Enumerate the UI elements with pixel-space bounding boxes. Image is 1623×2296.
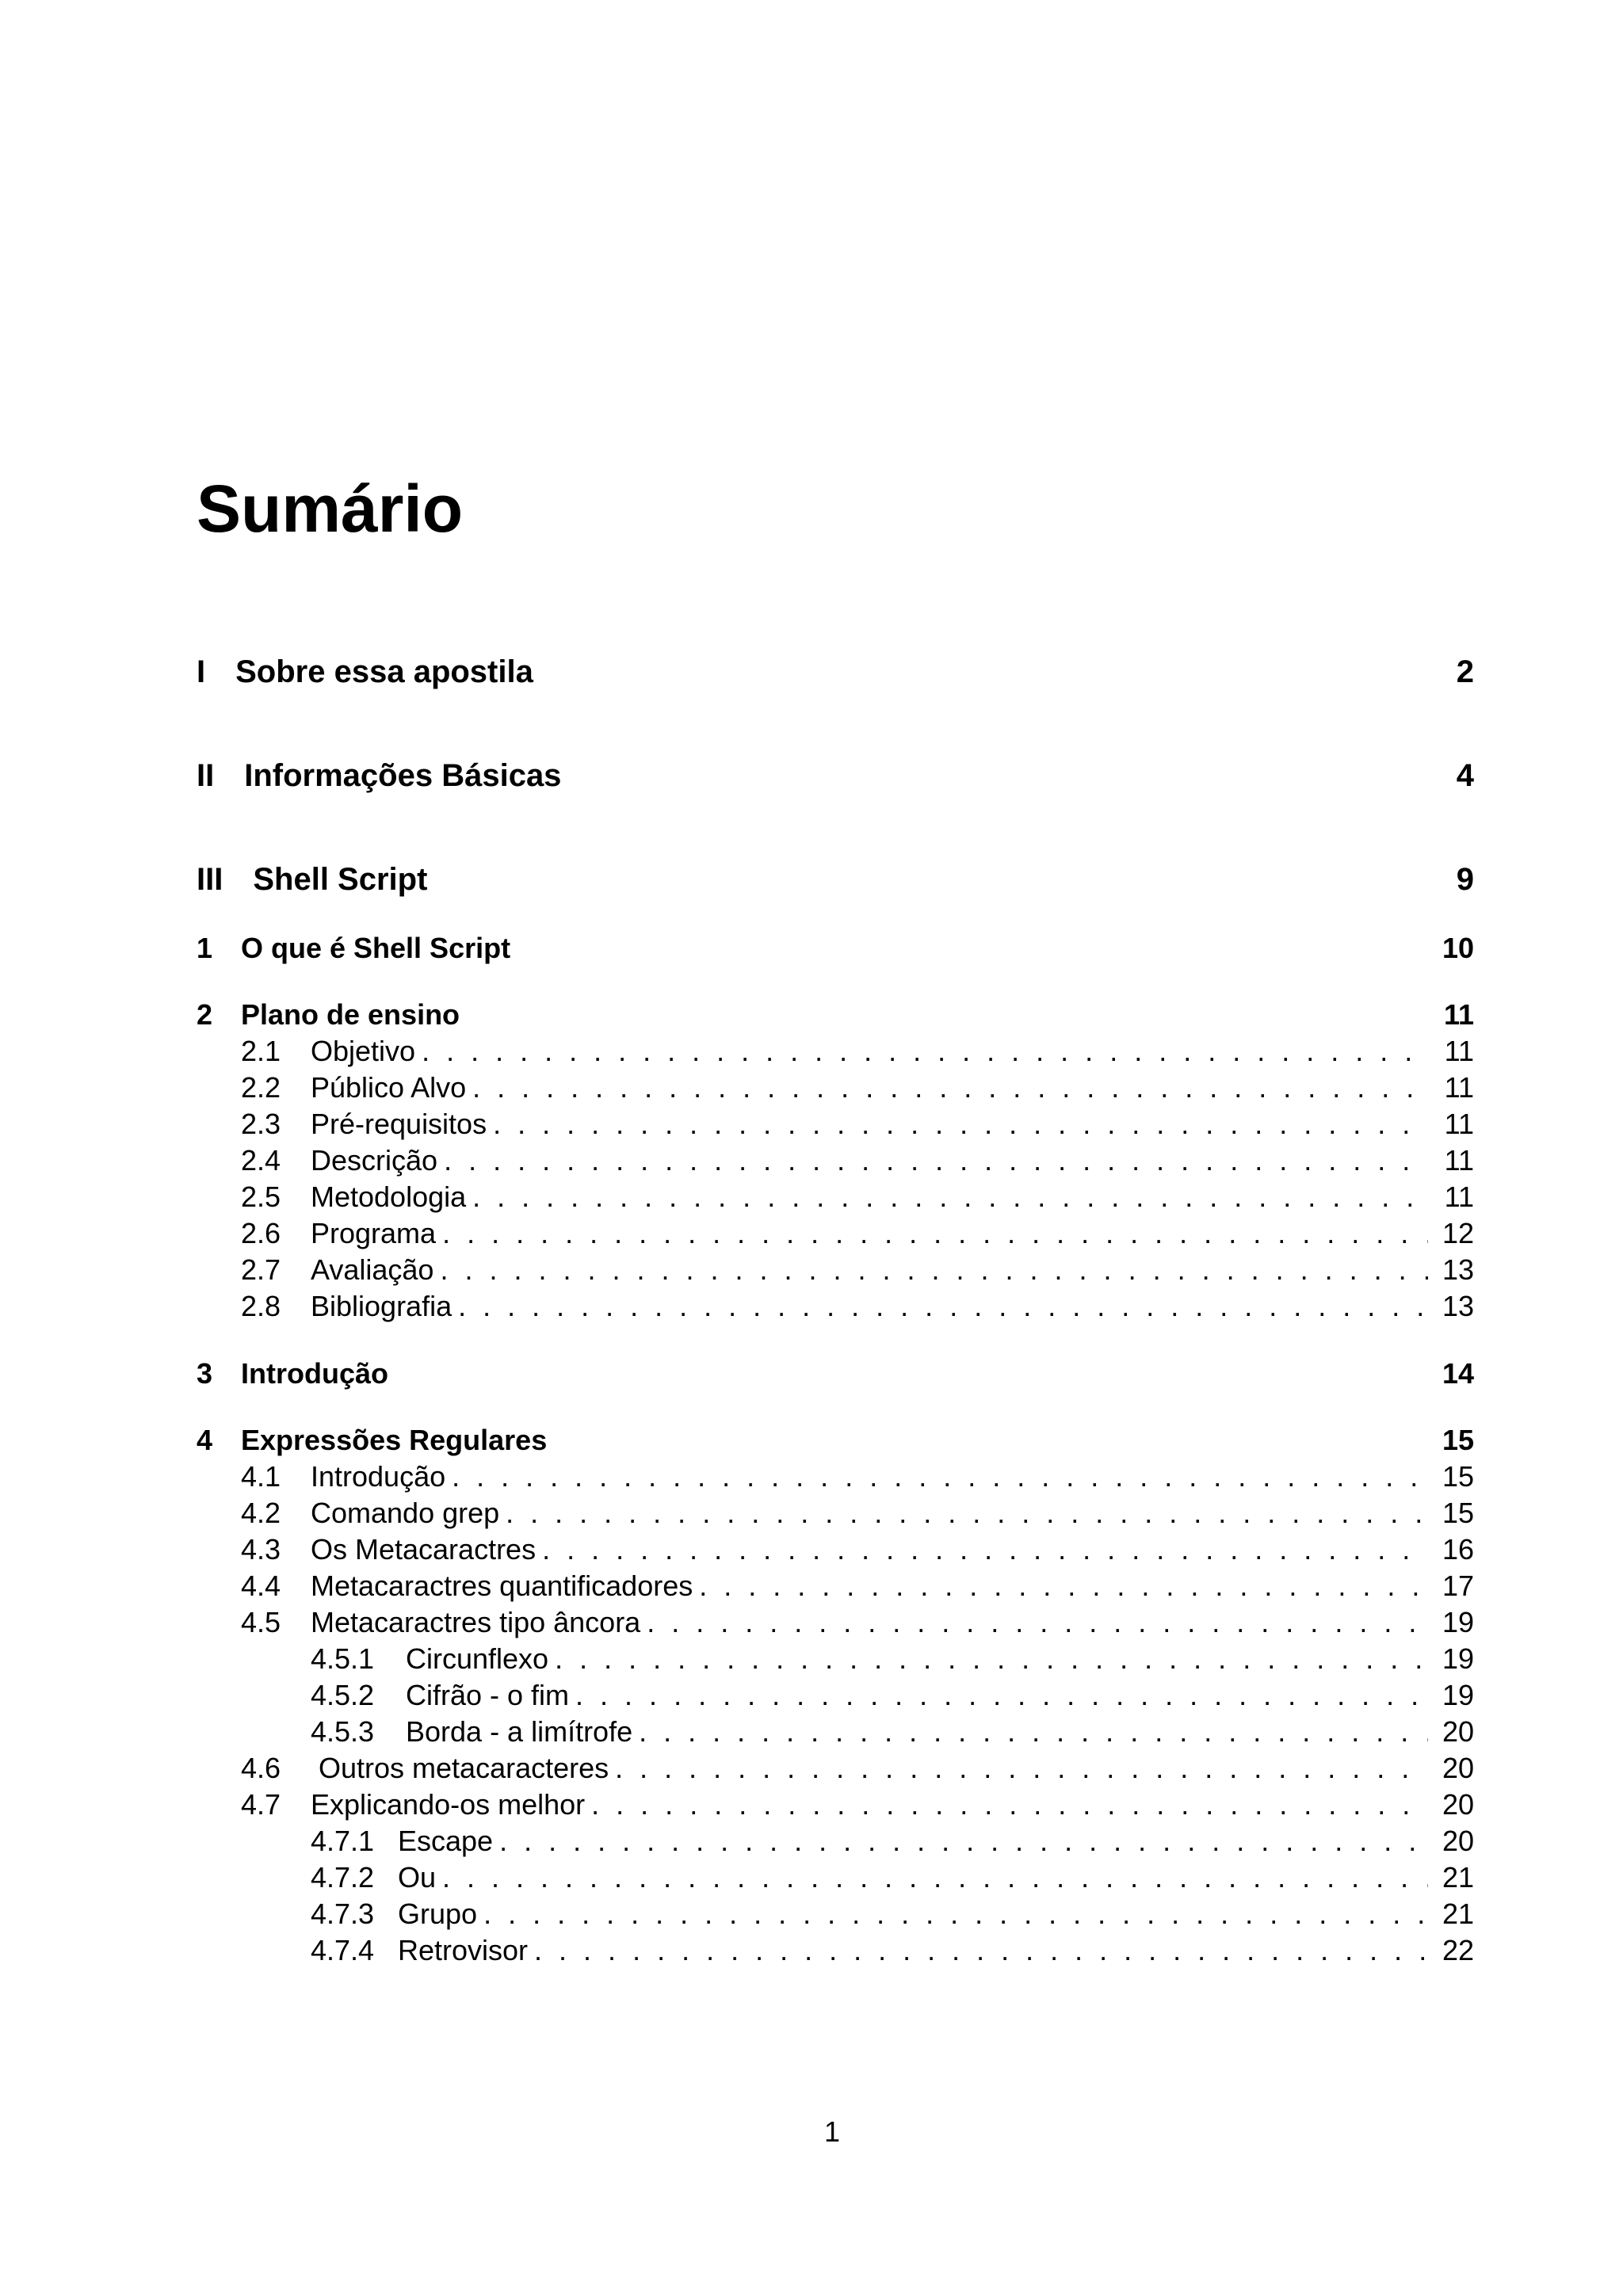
section-title: Descrição: [311, 1144, 438, 1177]
dot-leader: [452, 1460, 1428, 1493]
subsection-number: 4.7.4: [311, 1934, 375, 1966]
dot-leader: [555, 1642, 1428, 1676]
toc-section[interactable]: [197, 1460, 1474, 1493]
toc-subsection[interactable]: [197, 1715, 1474, 1749]
part-title: Informações Básicas: [244, 758, 562, 793]
toc-section[interactable]: [197, 1035, 1474, 1068]
section-title: Metacaractres tipo âncora: [311, 1606, 641, 1638]
section-number: 4.4: [241, 1569, 281, 1602]
subsection-page: 20: [1442, 1715, 1474, 1748]
dot-leader: [615, 1752, 1428, 1785]
toc-chapter-2[interactable]: [197, 998, 1474, 1032]
section-page: 19: [1442, 1606, 1474, 1638]
dot-leader: [493, 1108, 1428, 1141]
toc-section[interactable]: [197, 1217, 1474, 1250]
subsection-page: 22: [1442, 1934, 1474, 1966]
section-number: 4.7: [241, 1788, 281, 1821]
subsection-title: Borda - a limítrofe: [406, 1715, 633, 1748]
section-title: Metodologia: [311, 1180, 467, 1213]
chapter-number: 3: [197, 1357, 213, 1390]
section-number: 2.3: [241, 1108, 281, 1140]
toc-section[interactable]: [197, 1144, 1474, 1177]
toc-subsection[interactable]: [197, 1897, 1474, 1931]
toc-subsection[interactable]: [197, 1679, 1474, 1712]
part-title: Sobre essa apostila: [235, 654, 533, 689]
chapter-page: 10: [1442, 932, 1474, 964]
toc-subsection[interactable]: [197, 1934, 1474, 1967]
subsection-page: 19: [1442, 1642, 1474, 1675]
section-page: 11: [1444, 1108, 1474, 1140]
subsection-page: 19: [1442, 1679, 1474, 1711]
section-number: 2.5: [241, 1180, 281, 1213]
toc-chapter-1[interactable]: [197, 932, 1474, 965]
chapter-page: 14: [1442, 1357, 1474, 1390]
section-page: 20: [1442, 1788, 1474, 1821]
toc-section[interactable]: [197, 1533, 1474, 1566]
toc-subsection[interactable]: [197, 1642, 1474, 1676]
chapter-title: O que é Shell Script: [241, 932, 511, 964]
section-title: Objetivo: [311, 1035, 416, 1067]
section-page: 20: [1442, 1752, 1474, 1784]
dot-leader: [534, 1934, 1428, 1967]
section-title: Explicando-os melhor: [311, 1788, 586, 1821]
page-title: Sumário: [197, 471, 464, 546]
part-number: I: [197, 654, 206, 689]
section-page: 12: [1442, 1217, 1474, 1249]
subsection-number: 4.5.3: [311, 1715, 375, 1748]
section-title: Programa: [311, 1217, 437, 1249]
toc-section[interactable]: [197, 1253, 1474, 1287]
toc-part-2[interactable]: [197, 758, 1474, 794]
section-page: 11: [1444, 1071, 1474, 1104]
dot-leader: [444, 1144, 1428, 1177]
section-page: 15: [1442, 1497, 1474, 1529]
dot-leader: [639, 1715, 1428, 1749]
toc-section[interactable]: [197, 1788, 1474, 1821]
subsection-number: 4.7.3: [311, 1897, 375, 1930]
subsection-page: 21: [1442, 1861, 1474, 1894]
dot-leader: [442, 1861, 1428, 1894]
subsection-title: Retrovisor: [398, 1934, 529, 1966]
section-number: 4.2: [241, 1497, 281, 1529]
dot-leader: [440, 1253, 1428, 1287]
dot-leader: [699, 1569, 1428, 1603]
toc-subsection[interactable]: [197, 1861, 1474, 1894]
subsection-title: Circunflexo: [406, 1642, 549, 1675]
chapter-number: 1: [197, 932, 213, 964]
subsection-page: 21: [1442, 1897, 1474, 1930]
section-page: 11: [1444, 1180, 1474, 1213]
section-number: 4.5: [241, 1606, 281, 1638]
section-number: 4.3: [241, 1533, 281, 1566]
subsection-number: 4.7.1: [311, 1825, 375, 1857]
page-number: 1: [823, 2115, 841, 2148]
subsection-title: Grupo: [398, 1897, 478, 1930]
section-number: 2.2: [241, 1071, 281, 1104]
section-page: 11: [1444, 1035, 1474, 1067]
section-number: 2.7: [241, 1253, 281, 1286]
dot-leader: [506, 1497, 1428, 1530]
toc-part-3[interactable]: [197, 862, 1474, 898]
part-number: II: [197, 758, 215, 793]
dot-leader: [647, 1606, 1428, 1639]
section-title: Introdução: [311, 1460, 446, 1493]
part-title: Shell Script: [253, 862, 428, 897]
subsection-title: Cifrão - o fim: [406, 1679, 570, 1711]
part-page: 2: [1456, 654, 1474, 689]
dot-leader: [472, 1071, 1428, 1104]
section-title: Os Metacaractres: [311, 1533, 537, 1566]
toc-section[interactable]: [197, 1108, 1474, 1141]
dot-leader: [499, 1825, 1428, 1858]
toc-section[interactable]: [197, 1752, 1474, 1785]
toc-chapter-3[interactable]: [197, 1357, 1474, 1390]
chapter-page: 11: [1443, 998, 1474, 1031]
section-number: 4.1: [241, 1460, 281, 1493]
dot-leader: [472, 1180, 1428, 1214]
dot-leader: [442, 1217, 1428, 1250]
subsection-title: Ou: [398, 1861, 437, 1894]
section-page: 13: [1442, 1290, 1474, 1322]
subsection-title: Escape: [398, 1825, 494, 1857]
section-title: Pré-requisitos: [311, 1108, 487, 1140]
dot-leader: [575, 1679, 1428, 1712]
section-page: 17: [1442, 1569, 1474, 1602]
subsection-number: 4.5.1: [311, 1642, 375, 1675]
toc-section[interactable]: [197, 1071, 1474, 1104]
section-page: 11: [1444, 1144, 1474, 1177]
toc-part-1[interactable]: [197, 654, 1474, 690]
chapter-number: 2: [197, 998, 213, 1031]
toc-section[interactable]: [197, 1569, 1474, 1603]
section-page: 15: [1442, 1460, 1474, 1493]
chapter-title: Introdução: [241, 1357, 388, 1390]
subsection-page: 20: [1442, 1825, 1474, 1857]
dot-leader: [591, 1788, 1428, 1821]
section-title: Público Alvo: [311, 1071, 467, 1104]
section-title: Outros metacaracteres: [319, 1752, 609, 1784]
chapter-title: Plano de ensino: [241, 998, 460, 1031]
part-page: 4: [1456, 758, 1474, 793]
dot-leader: [542, 1533, 1428, 1566]
chapter-title: Expressões Regulares: [241, 1424, 548, 1456]
toc-section[interactable]: [197, 1180, 1474, 1214]
section-page: 16: [1442, 1533, 1474, 1566]
section-title: Bibliografia: [311, 1290, 453, 1322]
section-number: 2.6: [241, 1217, 281, 1249]
section-number: 2.1: [241, 1035, 281, 1067]
part-page: 9: [1456, 862, 1474, 897]
section-number: 2.4: [241, 1144, 281, 1177]
toc-section[interactable]: [197, 1606, 1474, 1639]
section-number: 2.8: [241, 1290, 281, 1322]
section-title: Metacaractres quantificadores: [311, 1569, 693, 1602]
subsection-number: 4.7.2: [311, 1861, 375, 1894]
subsection-number: 4.5.2: [311, 1679, 375, 1711]
toc-chapter-4[interactable]: [197, 1424, 1474, 1457]
chapter-number: 4: [197, 1424, 213, 1456]
section-title: Avaliação: [311, 1253, 434, 1286]
section-page: 13: [1442, 1253, 1474, 1286]
chapter-page: 15: [1442, 1424, 1474, 1456]
part-number: III: [197, 862, 223, 897]
dot-leader: [483, 1897, 1428, 1931]
toc-subsection[interactable]: [197, 1825, 1474, 1858]
dot-leader: [458, 1290, 1428, 1323]
toc-section[interactable]: [197, 1290, 1474, 1323]
toc-section[interactable]: [197, 1497, 1474, 1530]
dot-leader: [422, 1035, 1428, 1068]
section-title: Comando grep: [311, 1497, 500, 1529]
section-number: 4.6: [241, 1752, 281, 1784]
